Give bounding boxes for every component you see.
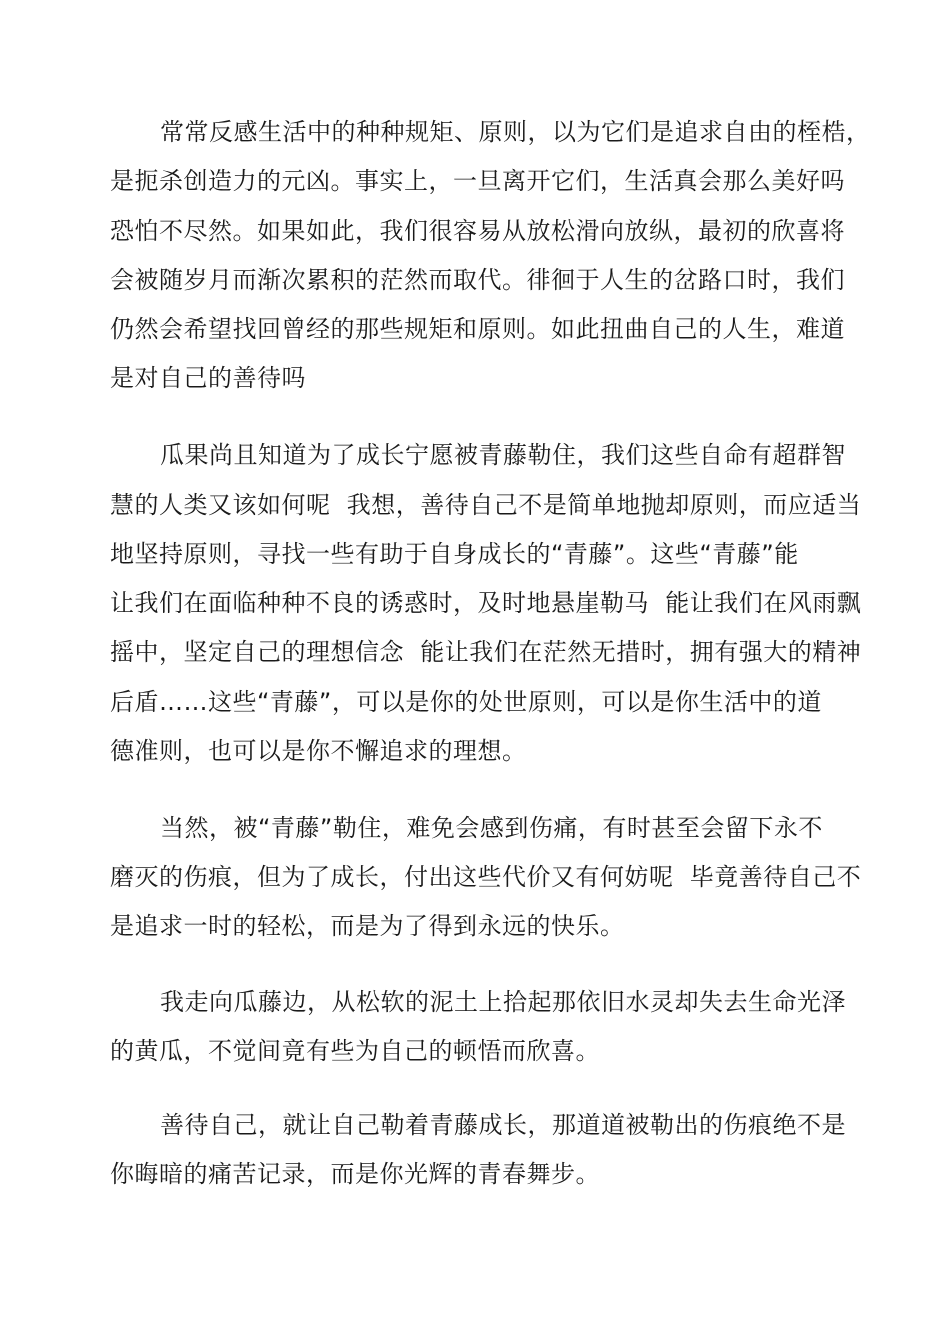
paragraph-line: 是扼杀创造力的元凶。事实上，一旦离开它们，生活真会那么美好吗 bbox=[110, 167, 845, 195]
paragraph-line: 当然，被“青藤”勒住，难免会感到伤痛，有时甚至会留下永不 bbox=[160, 814, 823, 842]
paragraph-line: 地坚持原则，寻找一些有助于自身成长的“青藤”。这些“青藤”能 bbox=[110, 540, 799, 568]
paragraph-line: 是对自己的善待吗 bbox=[110, 364, 306, 392]
paragraph-line: 你晦暗的痛苦记录，而是你光辉的青春舞步。 bbox=[110, 1160, 600, 1188]
paragraph-line: 让我们在面临种种不良的诱惑时，及时地悬崖勒马 能让我们在风雨飘 bbox=[110, 589, 862, 617]
paragraph-line: 善待自己，就让自己勒着青藤成长，那道道被勒出的伤痕绝不是 bbox=[160, 1111, 846, 1139]
paragraph-line: 我走向瓜藤边，从松软的泥土上拾起那依旧水灵却失去生命光泽 bbox=[160, 988, 846, 1016]
paragraph-line: 会被随岁月而渐次累积的茫然而取代。徘徊于人生的岔路口时，我们 bbox=[110, 266, 845, 294]
paragraph-line: 摇中，坚定自己的理想信念 能让我们在茫然无措时，拥有强大的精神 bbox=[110, 638, 862, 666]
paragraph-line: 仍然会希望找回曾经的那些规矩和原则。如此扭曲自己的人生，难道 bbox=[110, 315, 845, 343]
paragraph-line: 后盾……这些“青藤”，可以是你的处世原则，可以是你生活中的道 bbox=[110, 688, 822, 716]
paragraph-line: 慧的人类又该如何呢 我想，善待自己不是简单地抛却原则，而应适当 bbox=[110, 491, 862, 519]
paragraph-line: 常常反感生活中的种种规矩、原则，以为它们是追求自由的桎梏， bbox=[160, 118, 871, 146]
paragraph-line: 恐怕不尽然。如果如此，我们很容易从放松滑向放纵，最初的欣喜将 bbox=[110, 217, 845, 245]
paragraph-line: 瓜果尚且知道为了成长宁愿被青藤勒住，我们这些自命有超群智 bbox=[160, 441, 846, 469]
paragraph-line: 德准则，也可以是你不懈追求的理想。 bbox=[110, 737, 527, 765]
paragraph-line: 的黄瓜，不觉间竟有些为自己的顿悟而欣喜。 bbox=[110, 1037, 600, 1065]
paragraph-line: 是追求一时的轻松，而是为了得到永远的快乐。 bbox=[110, 912, 625, 940]
paragraph-line: 磨灭的伤痕，但为了成长，付出这些代价又有何妨呢 毕竟善待自己不 bbox=[110, 863, 862, 891]
